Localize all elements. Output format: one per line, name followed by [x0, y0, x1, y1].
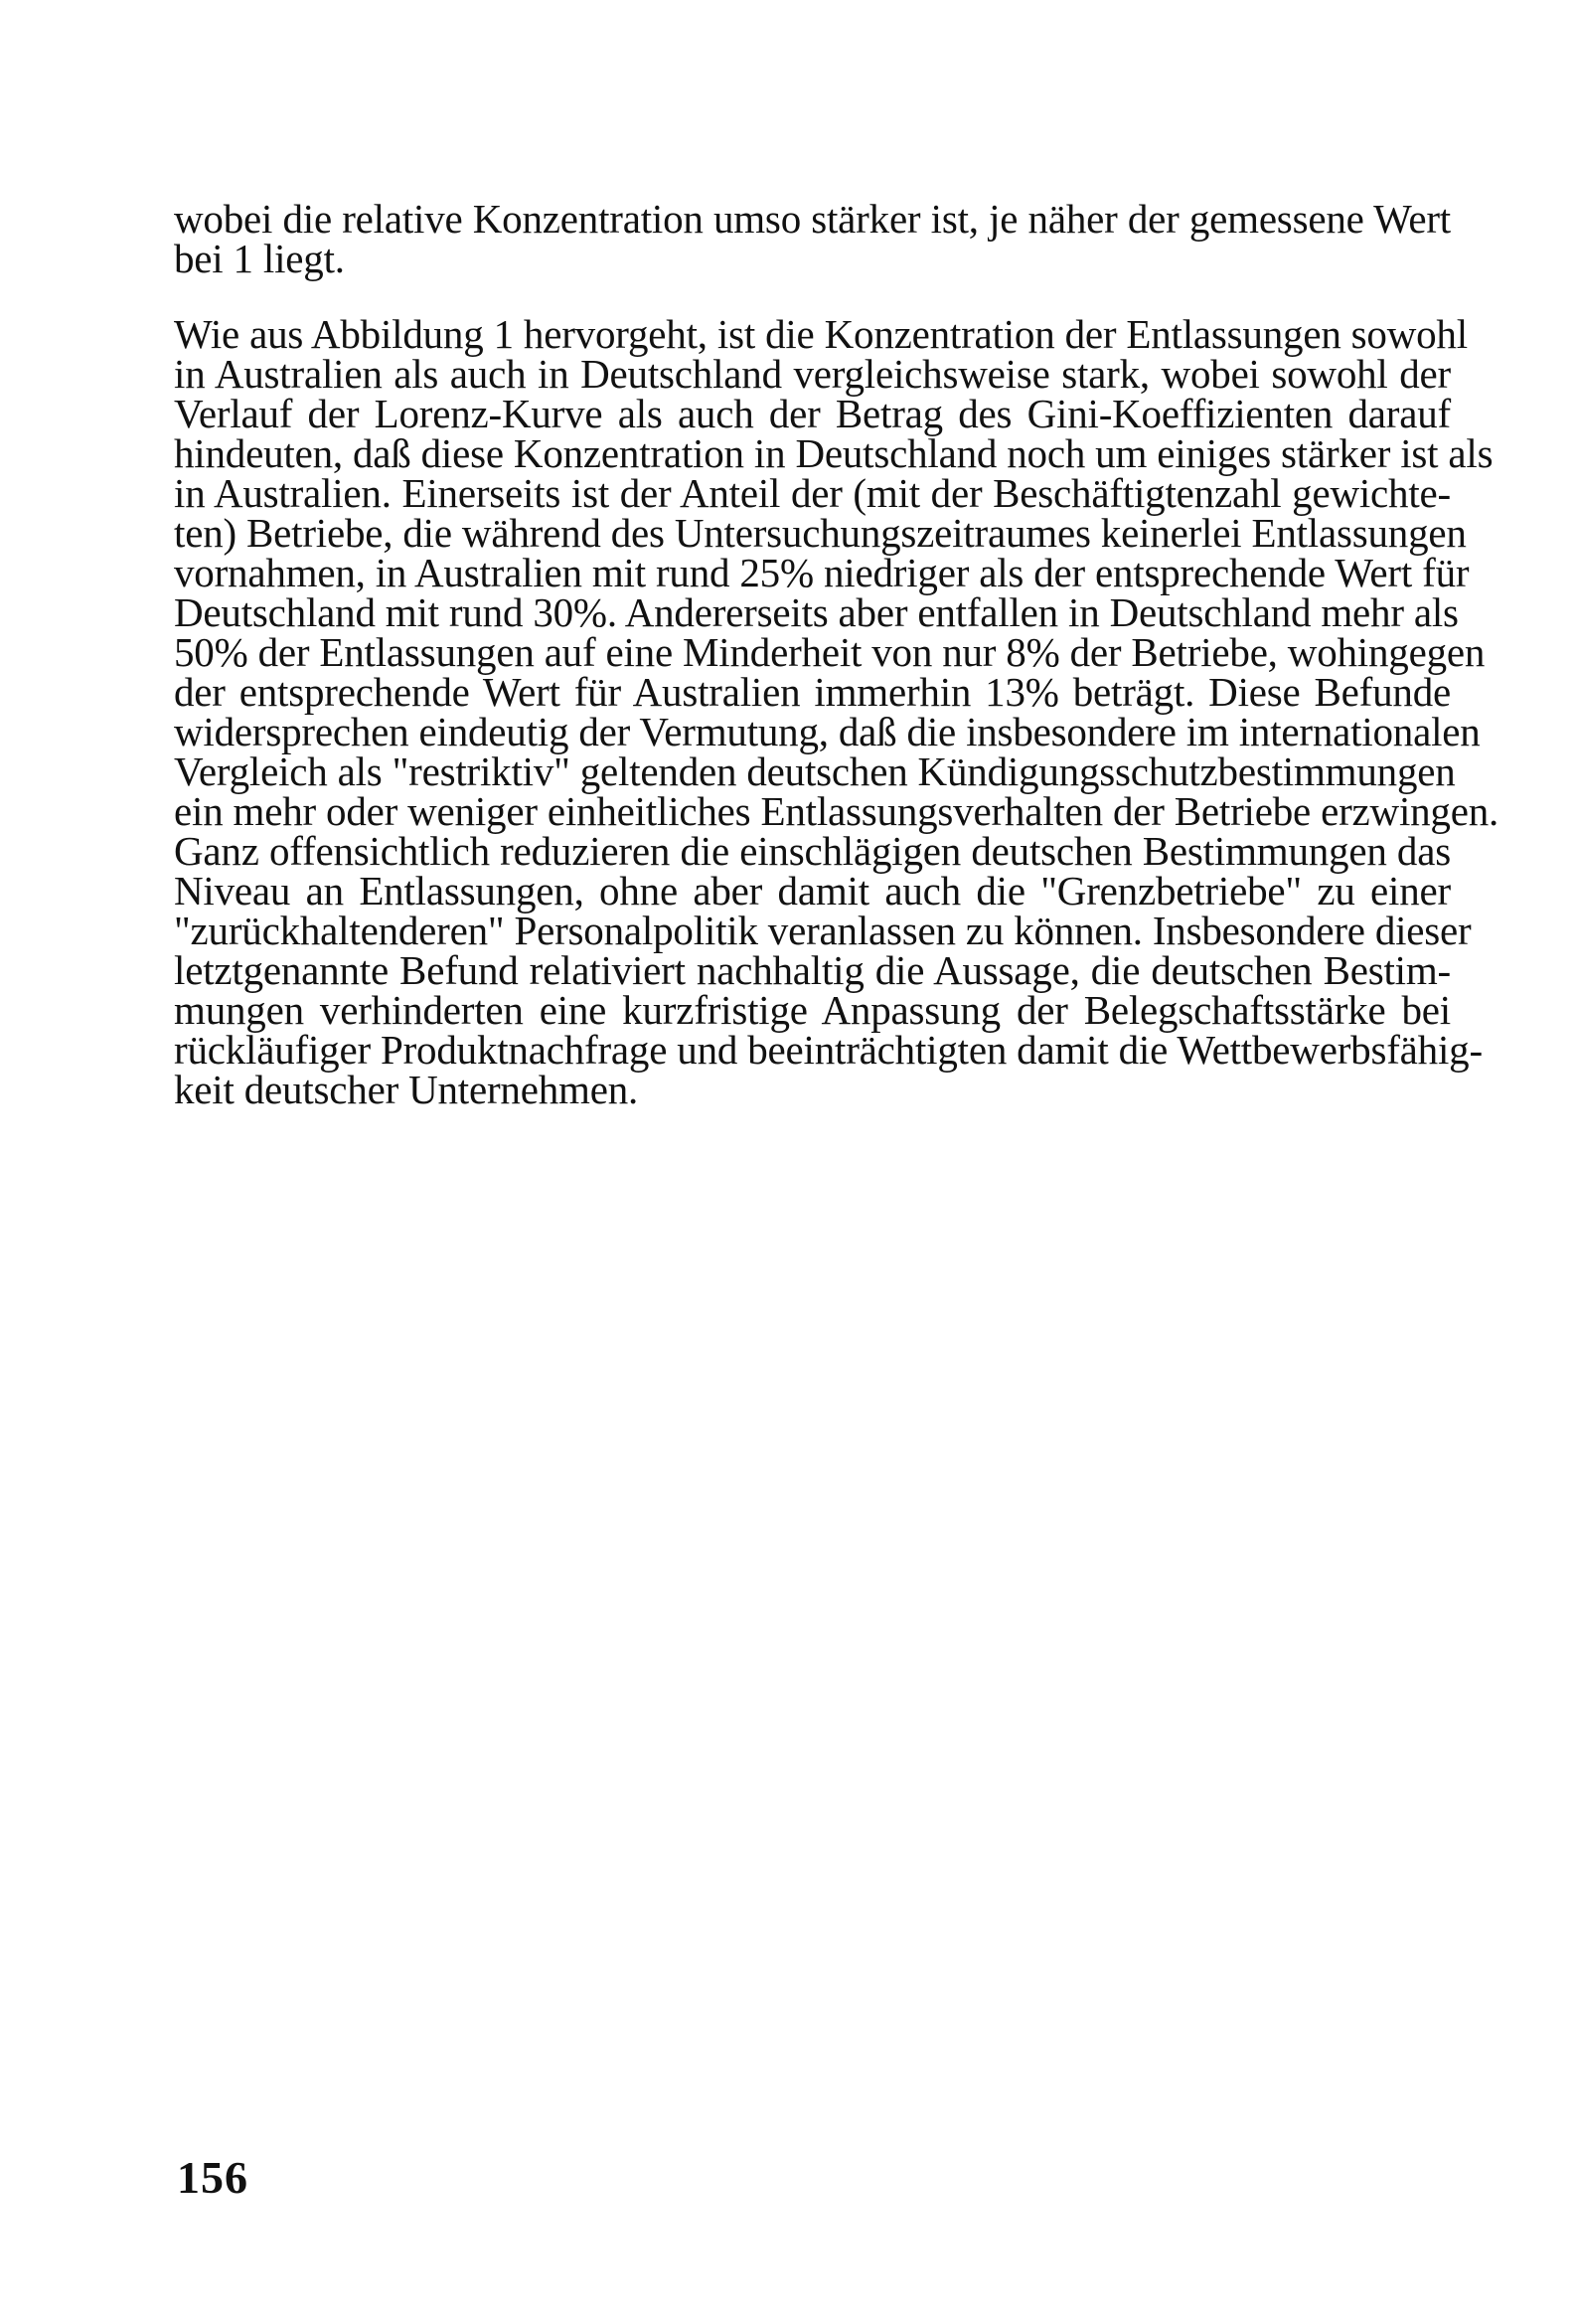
text-line: "zurückhaltenderen" Personalpolitik veranlassen zu können. Insbesondere dieser: [174, 908, 1472, 953]
text-line: keit deutscher Unternehmen.: [174, 1067, 639, 1112]
text-line: Vergleich als "restriktiv" geltenden deutschen Kündigungsschutzbestimmungen: [174, 748, 1456, 794]
text-line: Wie aus Abbildung 1 hervorgeht, ist die Konzentration der Entlassungen sowohl: [174, 311, 1468, 357]
text-line: Deutschland mit rund 30%. Andererseits aber entfallen in Deutschland mehr als: [174, 589, 1459, 635]
text-line: in Australien als auch in Deutschland vergleichsweise stark, wobei sowohl der: [174, 351, 1451, 397]
text-line: in Australien. Einerseits ist der Anteil der (mit der Beschäftigtenzahl gewichte-: [174, 470, 1451, 516]
paragraph-1: [174, 196, 1451, 281]
body-text: [174, 196, 1499, 1112]
text-line: Verlauf der Lorenz-Kurve als auch der Betrag des Gini-Koeffizienten darauf: [174, 391, 1451, 436]
text-line: 50% der Entlassungen auf eine Minderheit von nur 8% der Betriebe, wohingegen: [174, 629, 1486, 675]
text-line: bei 1 liegt.: [174, 236, 345, 281]
text-line: rückläufiger Produktnachfrage und beeinträchtigten damit die Wettbewerbsfähig-: [174, 1027, 1483, 1073]
text-line: Niveau an Entlassungen, ohne aber damit auch die "Grenzbetriebe" zu einer: [174, 868, 1451, 913]
text-line: mungen verhinderten eine kurzfristige Anpassung der Belegschaftsstärke bei: [174, 987, 1451, 1033]
text-line: widersprechen eindeutig der Vermutung, daß die insbesondere im internationalen: [174, 709, 1481, 754]
text-line: wobei die relative Konzentration umso stärker ist, je näher der gemessene Wert: [174, 196, 1451, 242]
paragraph-2: [174, 311, 1499, 1112]
text-line: ein mehr oder weniger einheitliches Entlassungsverhalten der Betriebe erzwingen.: [174, 788, 1499, 834]
paragraph-spacer: [174, 278, 1451, 314]
text-line: der entsprechende Wert für Australien immerhin 13% beträgt. Diese Befunde: [174, 669, 1451, 715]
page-number: 156: [177, 2152, 248, 2203]
text-line: ten) Betriebe, die während des Untersuchungszeitraumes keinerlei Entlassungen: [174, 510, 1467, 556]
text-line: letztgenannte Befund relativiert nachhaltig die Aussage, die deutschen Bestim-: [174, 947, 1451, 993]
text-line: vornahmen, in Australien mit rund 25% niedriger als der entsprechende Wert für: [174, 550, 1470, 595]
text-line: Ganz offensichtlich reduzieren die einschlägigen deutschen Bestimmungen das: [174, 828, 1451, 874]
text-line: hindeuten, daß diese Konzentration in Deutschland noch um einiges stärker ist als: [174, 430, 1494, 476]
